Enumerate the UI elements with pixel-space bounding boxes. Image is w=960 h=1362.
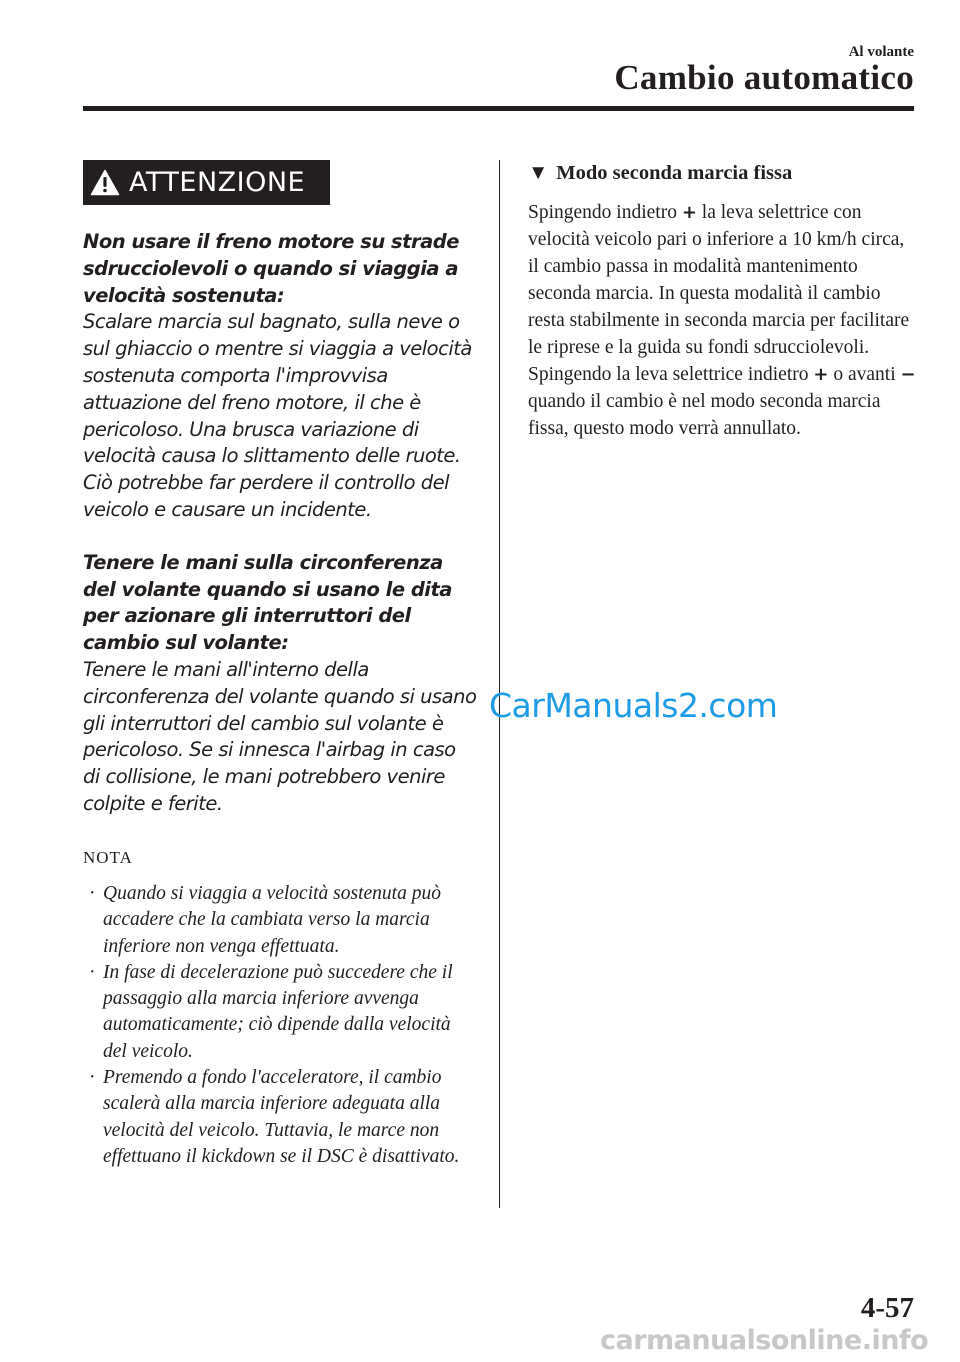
warning-block-1	[83, 229, 478, 524]
section-title: Al volante	[848, 44, 914, 60]
warning-block-2	[83, 550, 478, 818]
nota-list	[89, 881, 469, 1170]
warning-block-1-body: Scalare marcia sul bagnato, sulla neve o sul ghiaccio o mentre si viaggia a velocità sostenuta comporta l'improvvisa attuazione del freno motore, il che è pericoloso. Una brusca variazione di velocità causa lo slittamento delle ruote. Ciò potrebbe far perdere il controllo del veicolo e causare un incidente.	[83, 310, 472, 521]
page-title: Cambio automatico	[614, 58, 914, 97]
triangle-down-icon: ▼	[528, 162, 549, 184]
footer-watermark: carmanualsonline.info	[600, 1325, 929, 1356]
section-heading-text: Modo seconda marcia fissa	[556, 162, 793, 184]
watermark: CarManuals2.com	[489, 686, 778, 725]
list-item: · Premendo a fondo l'acceleratore, il cambio scalerà alla marcia inferiore adeguata alla velocità del veicolo. Tuttavia, le marce non effettuano il kickdown se il DSC è disattivato.	[89, 1067, 460, 1167]
plus-icon: +	[681, 202, 697, 223]
plus-icon: +	[813, 364, 829, 385]
warning-banner	[83, 160, 330, 205]
section-heading	[528, 162, 918, 185]
list-item: · In fase di decelerazione può succedere che il passaggio alla marcia inferiore avvenga automaticamente; ciò dipende dalla velocità del veicolo.	[89, 961, 453, 1062]
header-rule	[83, 106, 914, 111]
section-body: Spingendo indietro + la leva selettrice con velocità veicolo pari o inferiore a 10 km/h circa, il cambio passa in modalità mantenimento seconda marcia. In questa modalità il cambio resta stabilmente in seconda marcia per facilitare le riprese e la guida su fondi sdrucciolevoli. Spingendo la leva selettrice indietro + o avanti − quando il cambio è nel modo seconda marcia fissa, questo modo verrà annullato.	[528, 202, 916, 439]
column-divider	[499, 160, 500, 1208]
warning-triangle-icon	[83, 160, 127, 205]
page-number: 4-57	[860, 1292, 914, 1324]
nota-label: NOTA	[83, 848, 133, 867]
warning-block-1-heading: Non usare il freno motore su strade sdrucciolevoli o quando si viaggia a velocità sostenuta:	[83, 230, 459, 307]
list-item: · Quando si viaggia a velocità sostenuta può accadere che la cambiata verso la marcia inferiore non venga effettuata.	[89, 883, 441, 957]
warning-label: ATTENZIONE	[129, 167, 306, 198]
minus-icon: −	[900, 364, 916, 385]
warning-block-2-heading: Tenere le mani sulla circonferenza del volante quando si usano le dita per azionare gli interruttori del cambio sul volante:	[83, 550, 452, 655]
warning-block-2-body: Tenere le mani all'interno della circonferenza del volante quando si usano gli interruttori del cambio sul volante è pericoloso. Se si innesca l'airbag in caso di collisione, le mani potrebbero venire colpite e ferite.	[83, 657, 477, 815]
